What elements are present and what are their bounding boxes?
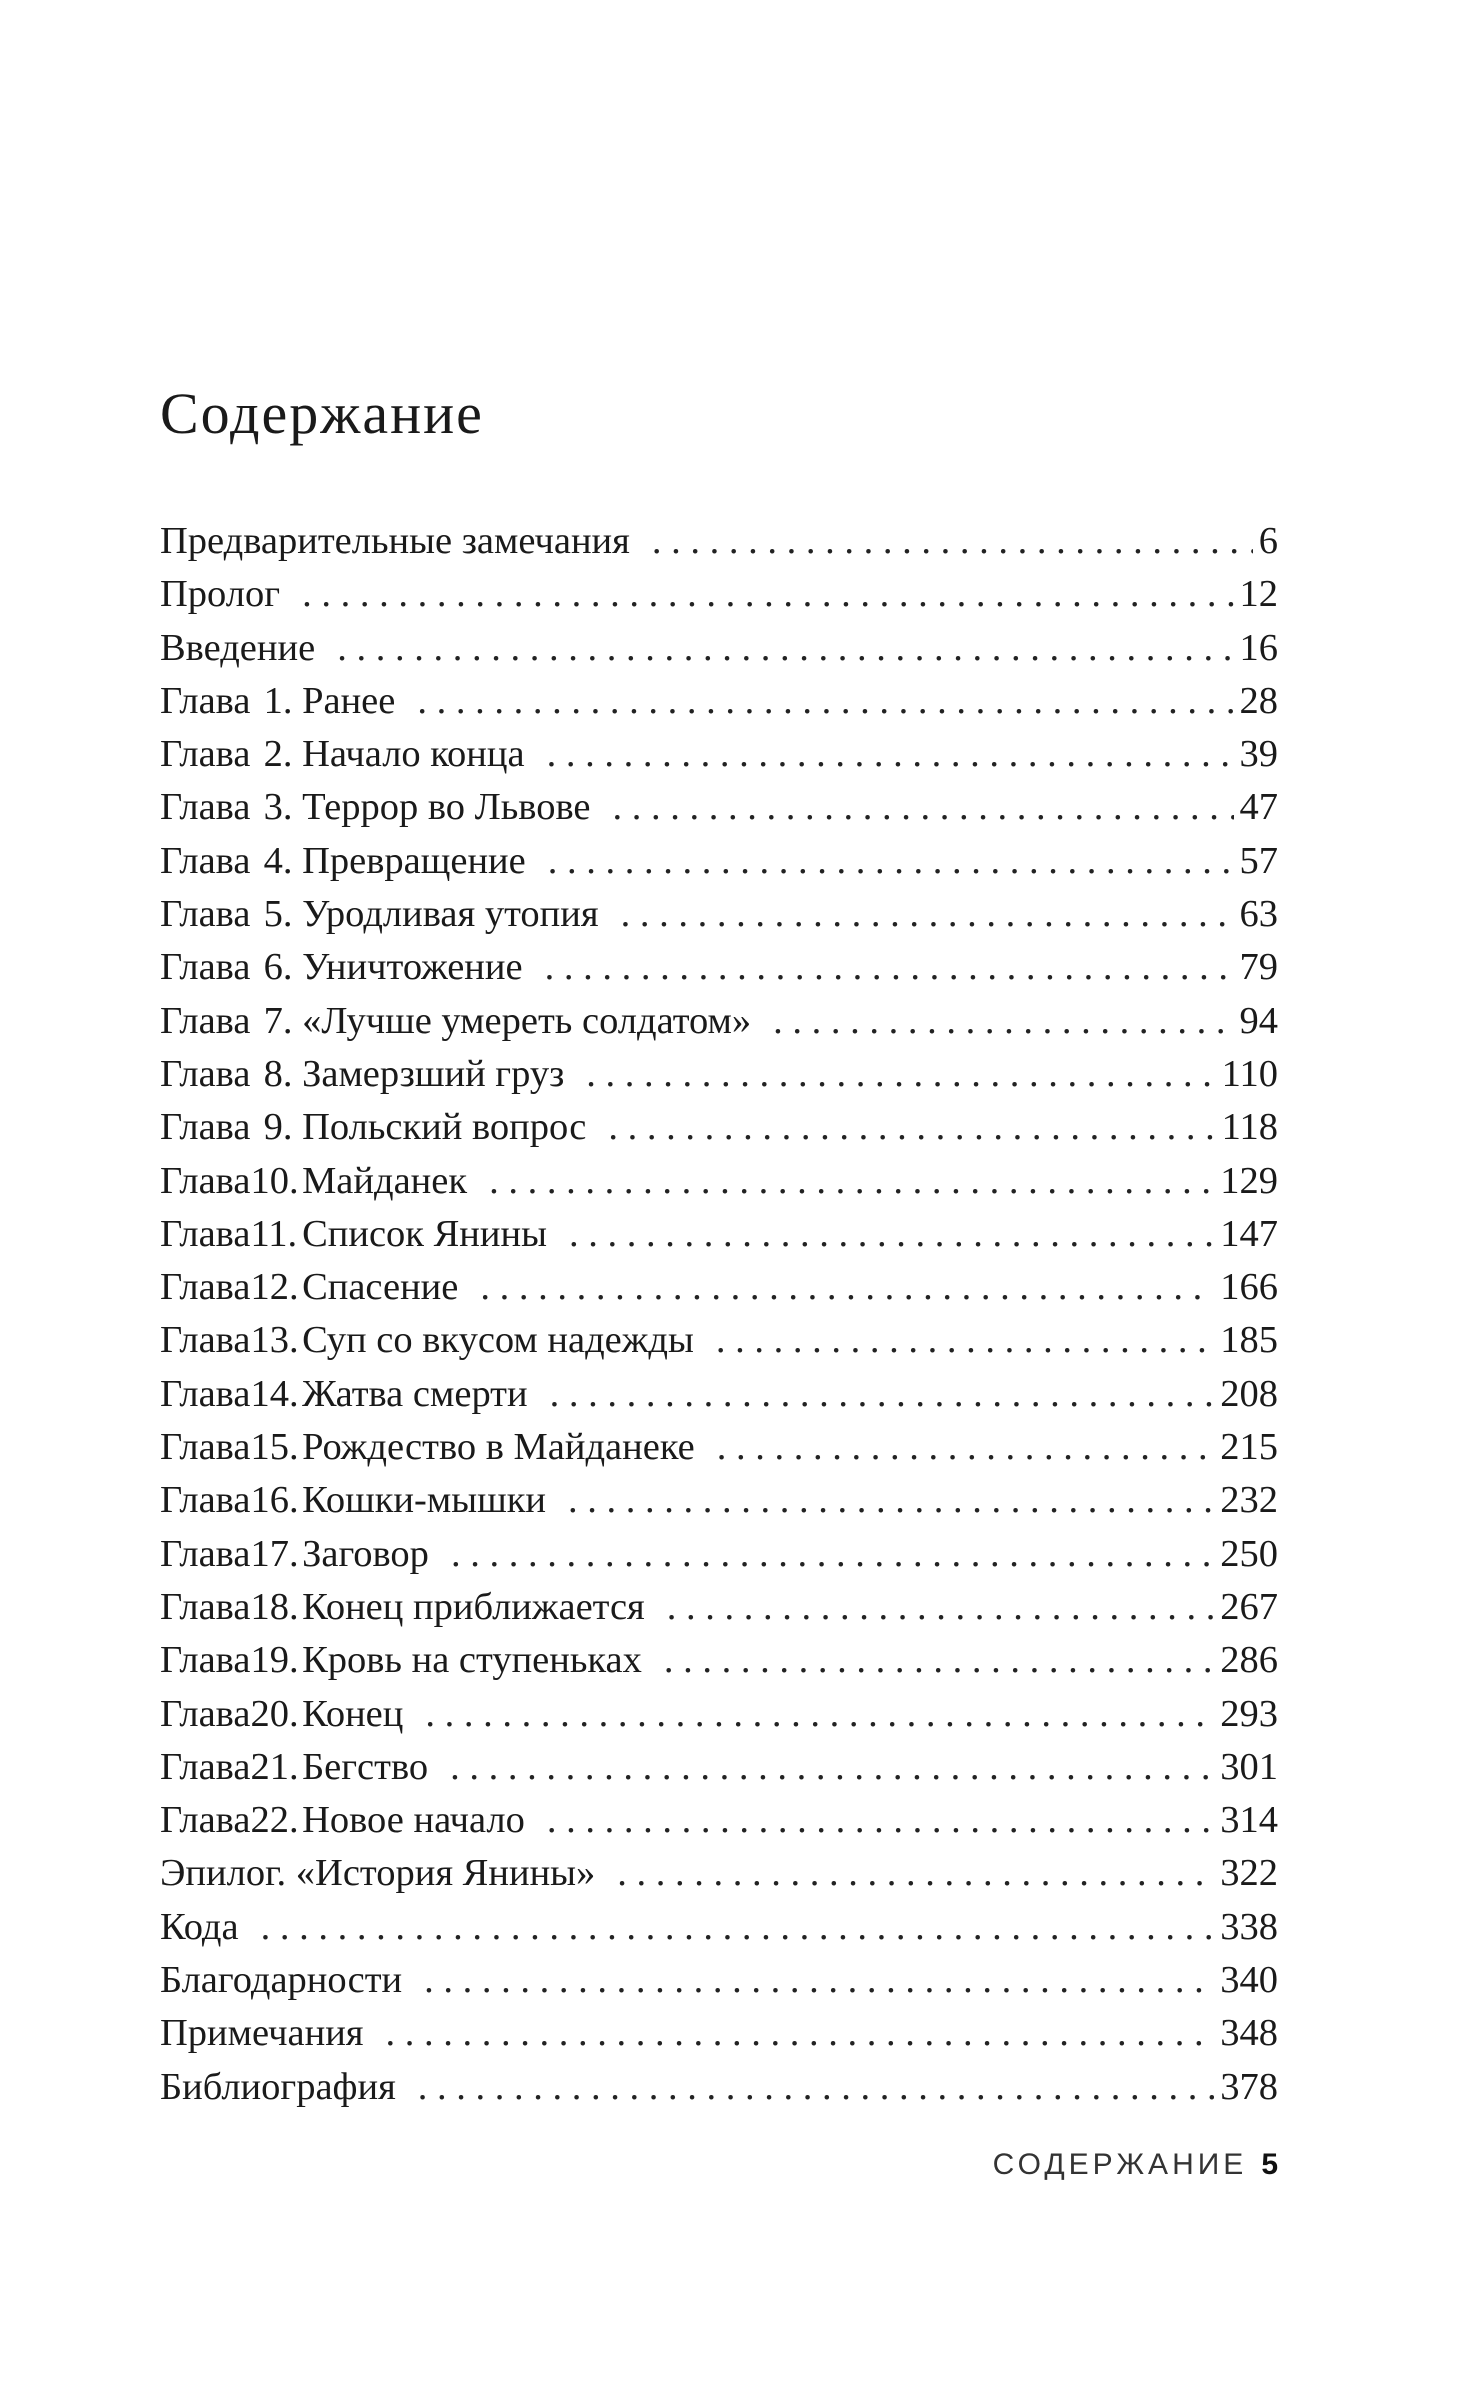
chapter-number: 1.: [263, 679, 293, 722]
toc-entry-title: Кода: [160, 1905, 239, 1948]
chapter-prefix: Глава: [160, 1479, 251, 1522]
dot-leader: [667, 1581, 1214, 1634]
toc-page-number: 28: [1239, 679, 1278, 722]
toc-entry-title: Превращение: [302, 839, 526, 882]
chapter-number: 2.: [263, 733, 293, 776]
toc-page-number: 118: [1221, 1106, 1278, 1149]
toc-entry-label: [160, 1741, 428, 1794]
chapter-number: 20.: [250, 1692, 299, 1735]
toc-entry-label: [160, 941, 523, 994]
toc-entry-title: Уродливая утопия: [302, 893, 599, 936]
chapter-number: 5.: [263, 893, 293, 936]
toc-entry[interactable]: [160, 568, 1278, 621]
chapter-number: 6.: [263, 946, 293, 989]
chapter-number: 15.: [250, 1426, 299, 1469]
toc-page-number: 322: [1220, 1852, 1278, 1895]
toc-entry-label: [160, 1528, 429, 1581]
toc-page-number: 47: [1239, 786, 1278, 829]
dot-leader: [716, 1314, 1214, 1367]
toc-entry[interactable]: [160, 1847, 1278, 1900]
toc-page-number: 293: [1220, 1692, 1278, 1735]
toc-entry-label: [160, 1421, 695, 1474]
footer-section-label: СОДЕРЖАНИЕ: [992, 2148, 1248, 2181]
toc-page-number: 250: [1220, 1532, 1278, 1575]
dot-leader: [569, 1208, 1214, 1261]
toc-entry-label: [160, 1261, 458, 1314]
toc-page-number: 301: [1220, 1745, 1278, 1788]
chapter-number: 18.: [250, 1585, 299, 1628]
toc-page-number: 166: [1220, 1266, 1278, 1309]
toc-entry-label: [160, 995, 751, 1048]
toc-entry[interactable]: [160, 888, 1278, 941]
toc-entry[interactable]: [160, 1741, 1278, 1794]
toc-entry-title: Уничтожение: [302, 946, 523, 989]
toc-entry-title: Польский вопрос: [302, 1106, 587, 1149]
toc-entry-label: [160, 888, 599, 941]
toc-entry-label: [160, 568, 280, 621]
toc-page-number: 378: [1220, 2065, 1278, 2108]
dot-leader: [418, 2061, 1214, 2114]
chapter-number: 13.: [250, 1319, 299, 1362]
dot-leader: [617, 1847, 1214, 1900]
dot-leader: [586, 1048, 1215, 1101]
chapter-number: 4.: [263, 839, 293, 882]
toc-entry[interactable]: [160, 835, 1278, 888]
toc-page-number: 16: [1239, 626, 1278, 669]
chapter-number: 10.: [250, 1159, 299, 1202]
toc-entry-title: Жатва смерти: [302, 1372, 528, 1415]
footer-page-number: 5: [1261, 2148, 1278, 2181]
toc-entry[interactable]: [160, 1101, 1278, 1154]
dot-leader: [613, 781, 1234, 834]
toc-entry-title: Начало конца: [302, 733, 525, 776]
chapter-prefix: Глава: [160, 1532, 251, 1575]
chapter-number: 9.: [263, 1106, 293, 1149]
toc-entry-title: «Лучше умереть солдатом»: [302, 999, 752, 1042]
running-footer: [993, 2150, 1278, 2180]
toc-page-number: 208: [1220, 1372, 1278, 1415]
toc-entry[interactable]: [160, 1688, 1278, 1741]
dot-leader: [386, 2007, 1215, 2060]
toc-entry-label: [160, 728, 525, 781]
chapter-prefix: Глава: [160, 893, 251, 936]
chapter-prefix: Глава: [160, 839, 251, 882]
toc-page-number: 215: [1220, 1426, 1278, 1469]
chapter-number: 21.: [250, 1745, 299, 1788]
toc-entry[interactable]: [160, 1421, 1278, 1474]
toc-entry[interactable]: [160, 1954, 1278, 2007]
toc-entry-label: [160, 1847, 595, 1900]
toc-entry[interactable]: [160, 1261, 1278, 1314]
chapter-number: 19.: [250, 1639, 299, 1682]
toc-entry-title: Бегство: [302, 1745, 429, 1788]
toc-entry[interactable]: [160, 515, 1278, 568]
chapter-number: 8.: [263, 1052, 293, 1095]
dot-leader: [451, 1528, 1214, 1581]
dot-leader: [548, 835, 1234, 888]
toc-entry[interactable]: [160, 1155, 1278, 1208]
toc-entry-title: Террор во Львове: [302, 786, 591, 829]
chapter-prefix: Глава: [160, 1212, 251, 1255]
dot-leader: [489, 1155, 1214, 1208]
toc-entry[interactable]: [160, 1474, 1278, 1527]
toc-entry[interactable]: [160, 622, 1278, 675]
dot-leader: [424, 1954, 1214, 2007]
toc-page-number: 267: [1220, 1585, 1278, 1628]
toc-page-number: 348: [1220, 2012, 1278, 2055]
toc-entry-title: Кровь на ступеньках: [302, 1639, 642, 1682]
toc-entry-label: [160, 1688, 403, 1741]
toc-page-number: 185: [1220, 1319, 1278, 1362]
toc-entry-title: Конец: [302, 1692, 404, 1735]
dot-leader: [480, 1261, 1214, 1314]
toc-entry[interactable]: [160, 1794, 1278, 1847]
chapter-prefix: Глава: [160, 946, 251, 989]
toc-page-number: 286: [1220, 1639, 1278, 1682]
toc-page-number: 79: [1239, 946, 1278, 989]
chapter-number: 14.: [250, 1372, 299, 1415]
chapter-prefix: Глава: [160, 1692, 251, 1735]
toc-entry[interactable]: [160, 675, 1278, 728]
dot-leader: [652, 515, 1253, 568]
toc-entry-title: Библиография: [160, 2065, 396, 2108]
dot-leader: [550, 1368, 1215, 1421]
toc-entry-label: [160, 1155, 467, 1208]
chapter-number: 3.: [263, 786, 293, 829]
chapter-prefix: Глава: [160, 1639, 251, 1682]
toc-entry-title: Эпилог. «История Янины»: [160, 1852, 596, 1895]
toc-entry-title: Рождество в Майданеке: [302, 1426, 695, 1469]
toc-entry-title: Замерзший груз: [302, 1052, 565, 1095]
toc-entry-label: [160, 1314, 694, 1367]
dot-leader: [545, 941, 1234, 994]
toc-page-number: 6: [1258, 520, 1278, 562]
toc-entry[interactable]: [160, 1368, 1278, 1421]
toc-entry-title: Благодарности: [160, 1959, 403, 2002]
toc-entry[interactable]: [160, 1208, 1278, 1261]
chapter-prefix: Глава: [160, 1585, 251, 1628]
dot-leader: [337, 622, 1233, 675]
toc-entry-title: Введение: [160, 626, 316, 669]
toc-page-number: 63: [1239, 893, 1278, 936]
toc-entry-title: Суп со вкусом надежды: [302, 1319, 694, 1362]
chapter-number: 7.: [263, 999, 293, 1042]
toc-entry[interactable]: [160, 781, 1278, 834]
toc-entry[interactable]: [160, 1634, 1278, 1687]
toc-page-number: 94: [1239, 999, 1278, 1042]
toc-page-number: 129: [1220, 1159, 1278, 1202]
toc-entry-title: Ранее: [302, 679, 396, 722]
toc-entry-label: [160, 1474, 546, 1527]
chapter-number: 22.: [250, 1799, 299, 1842]
toc-entry-label: [160, 1581, 645, 1634]
toc-entry-title: Пролог: [160, 573, 281, 616]
chapter-number: 16.: [250, 1479, 299, 1522]
toc-entry-label: [160, 781, 591, 834]
toc-entry[interactable]: [160, 2061, 1278, 2114]
toc-page-number: 338: [1220, 1905, 1278, 1948]
toc-entry-label: [160, 1101, 586, 1154]
toc-entry-title: Предварительные замечания: [160, 520, 630, 562]
toc-page-number: 12: [1239, 573, 1278, 616]
dot-leader: [450, 1741, 1214, 1794]
dot-leader: [302, 568, 1233, 621]
page-title: Содержание: [160, 381, 484, 446]
toc-entry[interactable]: [160, 941, 1278, 994]
dot-leader: [261, 1901, 1215, 1954]
toc-page-number: 147: [1220, 1212, 1278, 1255]
chapter-prefix: Глава: [160, 1319, 251, 1362]
toc-entry-label: [160, 835, 526, 888]
toc-entry-title: Майданек: [302, 1159, 468, 1202]
toc-entry[interactable]: [160, 2007, 1278, 2060]
toc-page-number: 314: [1220, 1799, 1278, 1842]
dot-leader: [547, 1794, 1214, 1847]
dot-leader: [773, 995, 1233, 1048]
dot-leader: [608, 1101, 1215, 1154]
toc-entry-title: Кошки-мышки: [302, 1479, 547, 1522]
toc-page-number: 340: [1220, 1959, 1278, 2002]
toc-entry-label: [160, 1901, 239, 1954]
toc-entry-label: [160, 1208, 547, 1261]
toc-entry-title: Новое начало: [302, 1799, 525, 1842]
chapter-prefix: Глава: [160, 1745, 251, 1788]
chapter-prefix: Глава: [160, 1372, 251, 1415]
chapter-prefix: Глава: [160, 1159, 251, 1202]
table-of-contents: [160, 515, 1278, 2114]
toc-entry-label: [160, 622, 315, 675]
chapter-prefix: Глава: [160, 999, 251, 1042]
chapter-prefix: Глава: [160, 786, 251, 829]
toc-entry-label: [160, 1794, 525, 1847]
chapter-prefix: Глава: [160, 1052, 251, 1095]
toc-entry-title: Список Янины: [302, 1212, 547, 1255]
chapter-prefix: Глава: [160, 1106, 251, 1149]
chapter-prefix: Глава: [160, 1426, 251, 1469]
toc-entry[interactable]: [160, 1528, 1278, 1581]
chapter-number: 12.: [250, 1266, 299, 1309]
dot-leader: [417, 675, 1233, 728]
dot-leader: [717, 1421, 1215, 1474]
toc-entry-label: [160, 515, 630, 568]
chapter-prefix: Глава: [160, 1266, 251, 1309]
dot-leader: [621, 888, 1234, 941]
dot-leader: [425, 1688, 1214, 1741]
toc-entry-label: [160, 2061, 396, 2114]
toc-entry[interactable]: [160, 995, 1278, 1048]
dot-leader: [664, 1634, 1214, 1687]
toc-entry-title: Конец приближается: [302, 1585, 645, 1628]
chapter-prefix: Глава: [160, 733, 251, 776]
toc-page-number: 110: [1221, 1052, 1278, 1095]
chapter-prefix: Глава: [160, 679, 251, 722]
toc-page-number: 39: [1239, 733, 1278, 776]
toc-entry[interactable]: [160, 1048, 1278, 1101]
toc-entry[interactable]: [160, 728, 1278, 781]
toc-entry-label: [160, 1634, 642, 1687]
toc-entry-title: Спасение: [302, 1266, 459, 1309]
dot-leader: [547, 728, 1234, 781]
toc-entry-label: [160, 1368, 528, 1421]
toc-entry-label: [160, 1048, 564, 1101]
toc-entry-label: [160, 2007, 364, 2060]
toc-entry[interactable]: [160, 1901, 1278, 1954]
toc-entry[interactable]: [160, 1314, 1278, 1367]
chapter-prefix: Глава: [160, 1799, 251, 1842]
toc-entry-title: Заговор: [302, 1532, 429, 1575]
toc-entry-label: [160, 675, 395, 728]
toc-entry-title: Примечания: [160, 2012, 364, 2055]
toc-entry[interactable]: [160, 1581, 1278, 1634]
chapter-number: 17.: [250, 1532, 299, 1575]
chapter-number: 11.: [250, 1212, 298, 1255]
dot-leader: [568, 1474, 1214, 1527]
toc-page-number: 57: [1239, 839, 1278, 882]
toc-page-number: 232: [1220, 1479, 1278, 1522]
toc-entry-label: [160, 1954, 402, 2007]
